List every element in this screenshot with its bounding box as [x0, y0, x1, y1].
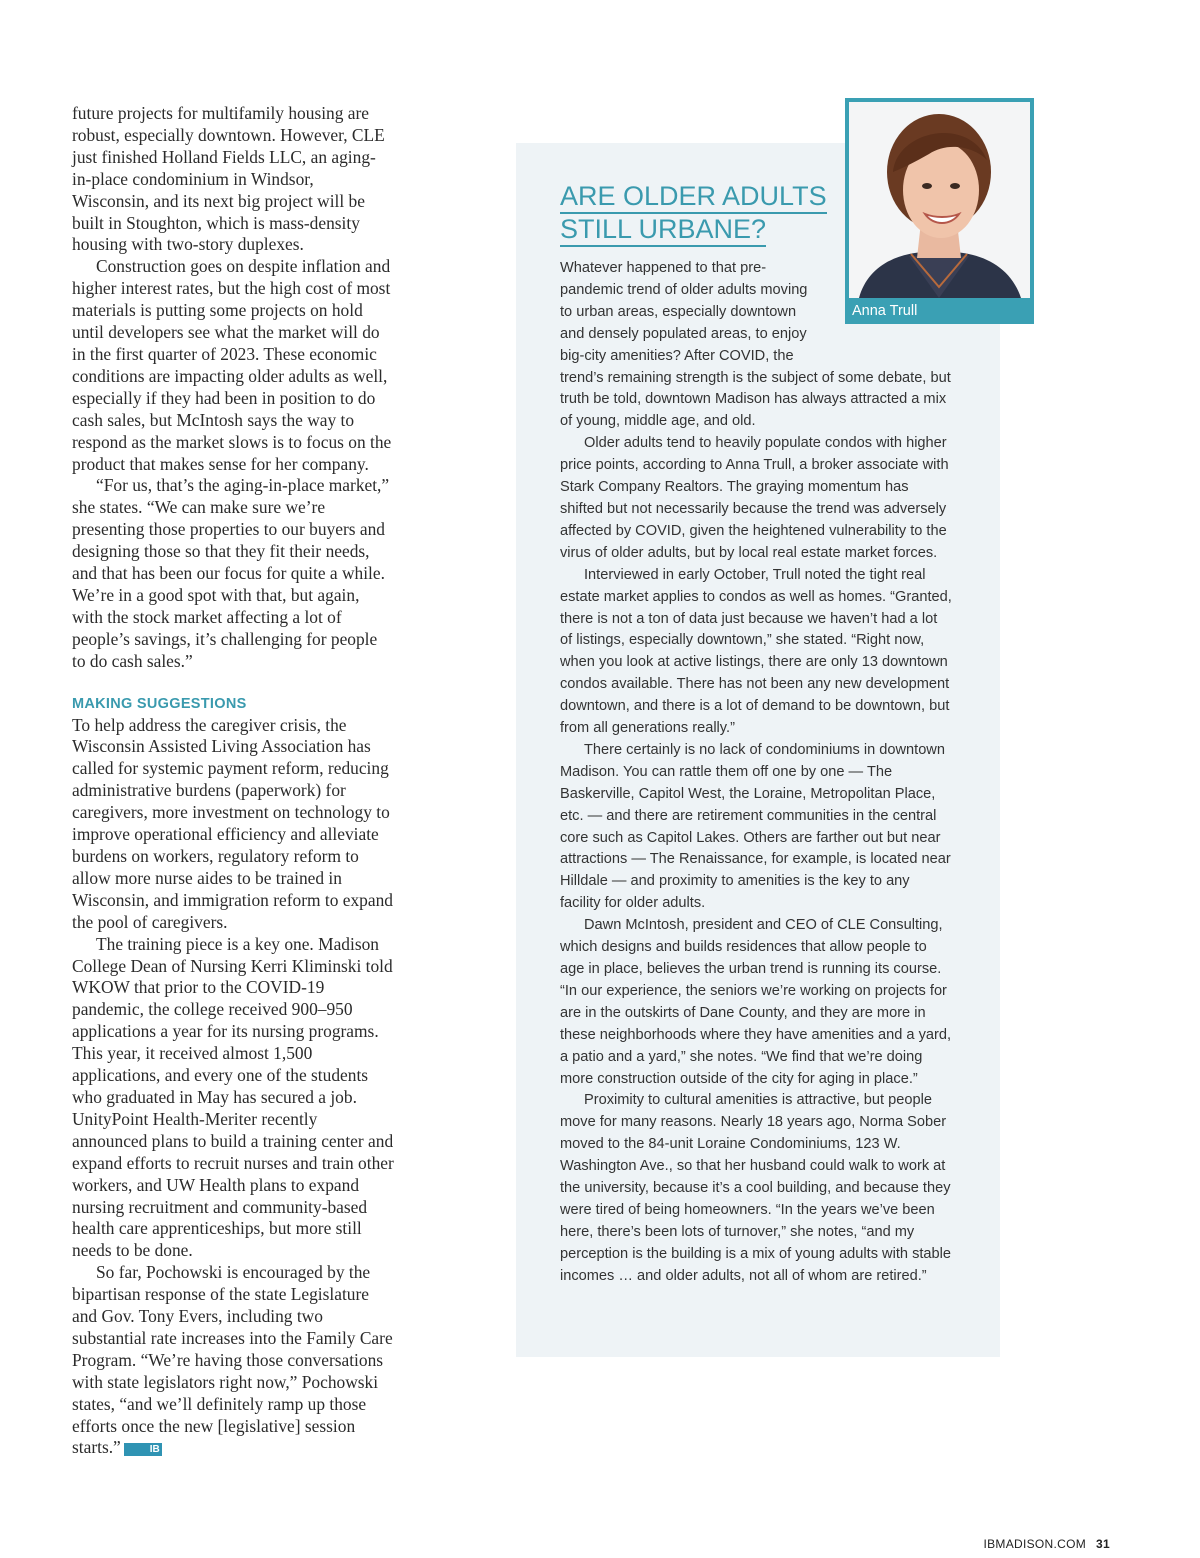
- sidebar-paragraph: Whatever happened to that pre-pandemic trend of older adults moving to urban areas, especially downtown and densely populated areas, to enjoy big-city amenities? After COVID, the trend’s remaining strength is the subject of some debate, but truth be told, downtown Madison has always attracted a mix of young, middle age, and old.: [560, 260, 951, 430]
- sidebar-title-line: ARE OLDER ADULTS: [560, 181, 827, 214]
- end-mark-icon: IB: [124, 1443, 162, 1456]
- sidebar-paragraph: Older adults tend to heavily populate condos with higher price points, according to Anna Trull, a broker associate with Stark Company Realtors. The graying momentum has shifted but not necessarily because the trend was adversely affected by COVID, given the heightened vulnerability to the virus of older adults, but by local real estate market forces.: [560, 435, 949, 561]
- paragraph: The training piece is a key one. Madison College Dean of Nursing Kerri Kliminski told WKOW that prior to the COVID-19 pandemic, the college received 900–950 applications a year for its nursing programs. This year, it received almost 1,500 applications, and every one of the students who graduated in May has secured a job. UnityPoint Health-Meriter recently announced plans to build a training center and expand efforts to recruit nurses and train other workers, and UW Health plans to expand nursing recruitment and community-based health care apprenticeships, but more still needs to be done.: [72, 933, 394, 1261]
- page-footer: [983, 1537, 1110, 1551]
- sidebar-paragraph: Proximity to cultural amenities is attractive, but people move for many reasons. Nearly 18 years ago, Norma Sober moved to the 84-unit Loraine Condominiums, 123 W. Washington Ave., so that her husband could walk to work at the university, because it’s a cool building, and because they were tired of being homeowners. “In the years we’ve been here, there’s been lots of turnover,” she notes, “and my perception is the building is a mix of young adults with stable incomes … and older adults, not all of whom are retired.”: [560, 1092, 952, 1284]
- paragraph: future projects for multifamily housing are robust, especially downtown. However, CLE just finished Holland Fields LLC, an aging-in-place condominium in Windsor, Wisconsin, and its next big project will be built in Stoughton, which is mass-density housing with two-story duplexes.: [72, 103, 385, 255]
- sidebar-paragraph: Dawn McIntosh, president and CEO of CLE Consulting, which designs and builds residences that allow people to age in place, believes the urban trend is running its course. “In our experience, the seniors we’re working on projects for are in the outskirts of Dane County, and they are more in these neighborhoods where they have amenities and a yard, a patio and a yard,” she notes. “We find that we’re doing more construction outside of the city for aging in place.”: [560, 917, 952, 1087]
- sidebar-paragraph: There certainly is no lack of condominiums in downtown Madison. You can rattle them off one by one — The Baskerville, Capitol West, the Loraine, Metropolitan Place, etc. — and there are retirement communities in the central core such as Capitol Lakes. Others are farther out but near attractions — The Renaissance, for example, is located near Hilldale — and proximity to amenities is the key to any facility for older adults.: [560, 741, 951, 912]
- paragraph: “For us, that’s the aging-in-place market,” she states. “We can make sure we’re presenting those properties to our buyers and designing those so that they fit their needs, and that has been our focus for quite a while. We’re in a good spot with that, but again, with the stock market affecting a lot of people’s savings, it’s challenging for people to do cash sales.”: [72, 475, 390, 671]
- paragraph-last: [72, 1262, 394, 1459]
- article-column-left: [72, 103, 394, 1459]
- paragraph-text: So far, Pochowski is encouraged by the bipartisan response of the state Legislature and Gov. Tony Evers, including two substantial rate increases into the Family Care Program. “We’re having those conversations with state legislators right now,” Pochowski states, “and we’ll definitely ramp up those efforts once the new [legislative] session starts.”: [72, 1262, 393, 1458]
- sidebar-title-line: STILL URBANE?: [560, 214, 766, 247]
- portrait-photo: [849, 102, 1030, 298]
- section-subhead: MAKING SUGGESTIONS: [72, 695, 247, 712]
- sidebar-paragraph: Interviewed in early October, Trull noted the tight real estate market applies to condos as well as homes. “Granted, there is not a ton of data just because we haven’t had a lot of listings, especially downtown,” she stated. “Right now, when you look at active listings, there are only 13 downtown condos available. There has not been any new development downtown, and there is a lot of demand to be downtown, but from all generations really.”: [560, 566, 952, 737]
- sidebar-body: [560, 258, 953, 1288]
- portrait-illustration: [849, 102, 1030, 298]
- portrait-frame: [845, 98, 1034, 324]
- photo-caption: Anna Trull: [852, 303, 918, 319]
- paragraph: To help address the caregiver crisis, the Wisconsin Assisted Living Association has called for systemic payment reform, reducing administrative burdens (paperwork) for caregivers, more investment on technology to improve operational efficiency and alleviate burdens on workers, regulatory reform to allow more nurse aides to be trained in Wisconsin, and immigration reform to expand the pool of caregivers.: [72, 714, 393, 932]
- sidebar-title: [560, 181, 840, 247]
- footer-site: IBMADISON.COM: [983, 1537, 1087, 1551]
- paragraph: Construction goes on despite inflation and higher interest rates, but the high cost of most materials is putting some projects on hold until developers see what the market will do in the first quarter of 2023. These economic conditions are impacting older adults as well, especially if they had been in position to do cash sales, but McIntosh says the way to respond as the market slows is to focus on the product that makes sense for her company.: [72, 256, 392, 474]
- page-number: 31: [1096, 1537, 1110, 1551]
